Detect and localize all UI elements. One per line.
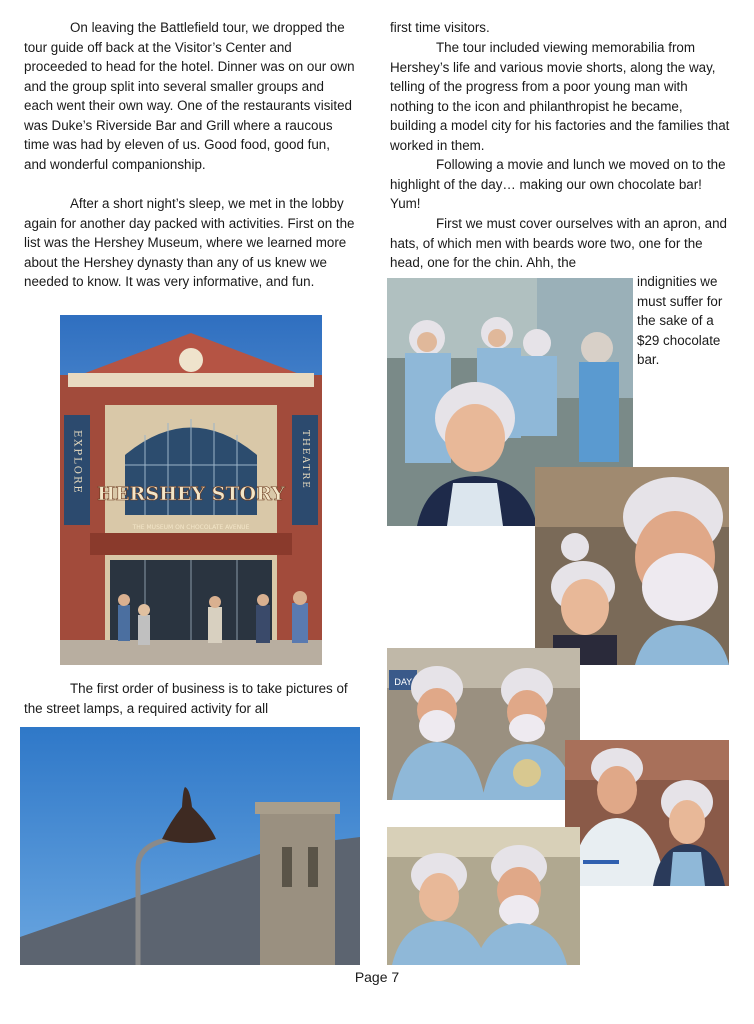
paragraph-first-time-visitors: first time visitors.: [390, 20, 490, 35]
hershey-sign-text: HERSHEY STORY: [97, 483, 285, 505]
theatre-banner-text: THEATRE: [300, 430, 310, 490]
paragraph-aprons-hats: First we must cover ourselves with an apron, and hats, of which men with beards wore two, one for the head, one for the chin. Ahh, the: [390, 216, 727, 270]
group-badge-text: DAY: [394, 678, 412, 688]
paragraph-battlefield: On leaving the Battlefield tour, we dropped the tour guide off back at the Visitor’s Center and proceeded to head for the hotel. Dinner was on our own and the group split into several smaller groups and each went their own way. One of the restaurants visited was Duke’s Riverside Bar and Grill where a raucous time was had by eleven of us. Good food, good fun, and wonderful companionship.: [24, 20, 355, 172]
couple-hairnets-photo: [565, 740, 729, 886]
paragraph-chocolate-bar: Following a movie and lunch we moved on to the highlight of the day… making our own chocolate bar! Yum!: [390, 157, 726, 211]
paragraph-hershey-museum: After a short night’s sleep, we met in the lobby again for another day packed with activities. First on the list was the Hershey Museum, where we learned more about the Hershey dynasty than any of us knew we needed to know. It was very informative, and fun.: [24, 196, 355, 289]
paragraph-indignities: indignities we must suffer for the sake of a $29 chocolate bar.: [637, 274, 723, 367]
hershey-story-building-photo: [60, 315, 322, 665]
beard-net-selfie-photo: [535, 467, 729, 665]
page-number: Page 7: [354, 969, 400, 985]
couple-bottom-photo: [387, 827, 580, 965]
paragraph-street-lamps: The first order of business is to take pictures of the street lamps, a required activity for all: [24, 681, 348, 716]
hershey-sign-subtext: THE MUSEUM ON CHOCOLATE AVENUE: [132, 524, 250, 531]
kiss-street-lamp-photo: [20, 727, 360, 965]
explore-banner-text: EXPLORE: [71, 430, 83, 495]
paragraph-tour-memorabilia: The tour included viewing memorabilia from Hershey’s life and various movie shorts, along the way, telling of the progress from a poor young man with nothing to the icon and philanthropist he became, building a model city for his factories and the families that worked in them.: [390, 40, 730, 153]
two-men-beard-nets-photo: [387, 648, 580, 800]
